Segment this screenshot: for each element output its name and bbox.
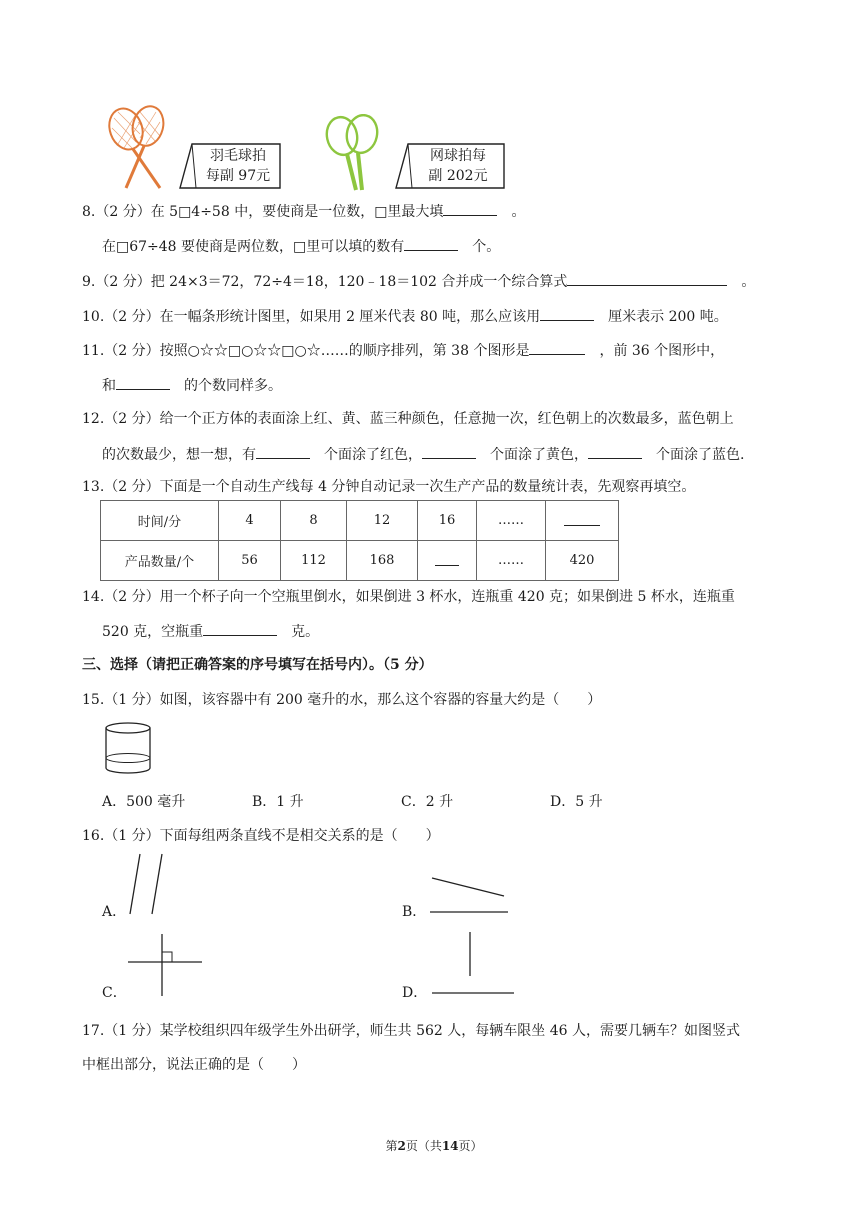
q15-text: 15.（1 分）如图，该容器中有 200 毫升的水，那么这个容器的容量大约是（ ）	[82, 692, 602, 708]
section-3-heading: 三、选择（请把正确答案的序号填写在括号内）。（5 分）	[82, 657, 433, 673]
tennis-tag-line2: 副 202元	[428, 168, 488, 184]
tennis-price-tag	[394, 140, 506, 192]
q9-end: 。	[741, 274, 756, 290]
q14-answer-blank[interactable]	[203, 621, 277, 636]
table-cell-answer[interactable]	[418, 541, 477, 581]
table-cell-answer[interactable]	[546, 501, 619, 541]
q13-table	[100, 500, 619, 581]
q12-line1: 12.（2 分）给一个正方体的表面涂上红、黄、蓝三种颜色，任意抛一次，红色朝上的次数最多，蓝色朝上	[82, 411, 734, 427]
q16-option-c[interactable]: C．	[102, 985, 127, 1001]
q15-option-d[interactable]: D．5 升	[550, 794, 603, 810]
q16-figure-c	[126, 932, 206, 998]
table-cell: 4	[219, 501, 281, 541]
q10-end: 厘米表示 200 吨。	[608, 309, 728, 325]
q9-answer-blank[interactable]	[567, 271, 727, 286]
q17-line1: 17.（1 分）某学校组织四年级学生外出研学，师生共 562 人，每辆车限坐 46 人，需要几辆车？如图竖式	[82, 1023, 740, 1039]
table-cell: 112	[281, 541, 347, 581]
q10-line	[82, 306, 728, 327]
q12-answer-blank-blue[interactable]	[588, 444, 642, 459]
table-cell: ……	[477, 501, 546, 541]
table-cell: 56	[219, 541, 281, 581]
q16-option-d[interactable]: D．	[402, 985, 428, 1001]
table-cell: 12	[347, 501, 418, 541]
q11-answer-blank-2[interactable]	[116, 375, 170, 390]
q12-answer-blank-red[interactable]	[256, 444, 310, 459]
q12-answer-blank-yellow[interactable]	[422, 444, 476, 459]
q15-option-c[interactable]: C．2 升	[401, 794, 454, 810]
q8-line1	[82, 201, 525, 222]
q12-text-b: 个面涂了红色，	[324, 447, 422, 463]
q16-figure-b	[424, 872, 514, 916]
q15-option-b[interactable]: B．1 升	[252, 794, 304, 810]
table-cell: 168	[347, 541, 418, 581]
q11-line2	[102, 375, 282, 396]
table-row	[101, 541, 619, 581]
q11-answer-blank-1[interactable]	[529, 340, 585, 355]
q12-text-a: 的次数最少，想一想，有	[102, 447, 256, 463]
badminton-price-tag	[178, 140, 282, 192]
q14-line2	[102, 621, 319, 642]
table-cell: 420	[546, 541, 619, 581]
q11-end: 的个数同样多。	[184, 378, 282, 394]
q12-text-c: 个面涂了黄色，	[490, 447, 588, 463]
q16-option-b[interactable]: B．	[402, 904, 427, 920]
table-cell: ……	[477, 541, 546, 581]
footer-mid: 页（共	[405, 1139, 442, 1153]
q8-line2	[102, 236, 500, 257]
q15-option-a[interactable]: A．500 毫升	[102, 794, 186, 810]
table-cell: 16	[418, 501, 477, 541]
q11-mid: ，前 36 个图形中，	[599, 343, 725, 359]
cylinder-container-image	[102, 720, 154, 778]
q13-text: 13.（2 分）下面是一个自动生产线每 4 分钟自动记录一次生产产品的数量统计表，先观察再填空。	[82, 479, 696, 495]
q16-figure-d	[428, 930, 518, 998]
q9-line	[82, 271, 755, 292]
q10-text: 10.（2 分）在一幅条形统计图里，如果用 2 厘米代表 80 吨，那么应该用	[82, 309, 541, 325]
q12-text-d: 个面涂了蓝色.	[656, 447, 745, 463]
page-footer	[0, 1137, 868, 1154]
footer-total-pages: 14	[441, 1139, 459, 1153]
badminton-tag-line1: 羽毛球拍	[210, 148, 266, 164]
q13-answer-blank-quantity[interactable]	[435, 551, 459, 566]
q10-answer-blank[interactable]	[540, 306, 594, 321]
table-row	[101, 501, 619, 541]
q8-line2-text: 在□67÷48 要使商是两位数，□里可以填的数有	[102, 239, 405, 255]
table-cell: 产品数量/个	[101, 541, 219, 581]
q9-text: 9.（2 分）把 24×3＝72，72÷4＝18，120﹣18＝102 合并成一个综合算式	[82, 274, 568, 290]
q11-text: 11.（2 分）按照○☆☆□○☆☆□○☆……的顺序排列，第 38 个图形是	[82, 343, 530, 359]
q8-line1-end: 。	[511, 204, 526, 220]
q11-and: 和	[102, 378, 116, 394]
badminton-tag-line2: 每副 97元	[205, 168, 271, 184]
badminton-racket-image	[100, 104, 178, 192]
q8-line2-end: 个。	[472, 239, 501, 255]
q8-answer-blank-1[interactable]	[443, 201, 497, 216]
q14-text: 520 克，空瓶重	[102, 624, 204, 640]
footer-page-number: 2	[397, 1139, 406, 1153]
q11-line1	[82, 340, 724, 361]
q8-line1-text: 8.（2 分）在 5□4÷58 中，要使商是一位数，□里最大填	[82, 204, 444, 220]
q16-option-a[interactable]: A．	[102, 904, 127, 920]
table-cell: 8	[281, 501, 347, 541]
tennis-tag-line1: 网球拍每	[430, 148, 486, 164]
q14-line1: 14.（2 分）用一个杯子向一个空瓶里倒水，如果倒进 3 杯水，连瓶重 420 克；如果倒进 5 杯水，连瓶重	[82, 589, 735, 605]
table-cell: 时间/分	[101, 501, 219, 541]
q8-answer-blank-2[interactable]	[404, 236, 458, 251]
q14-end: 克。	[291, 624, 320, 640]
q13-answer-blank-time[interactable]	[564, 511, 600, 526]
footer-pre: 第	[385, 1139, 398, 1153]
q16-figure-a	[118, 852, 168, 918]
footer-post: 页）	[458, 1139, 483, 1153]
q12-line2	[102, 444, 744, 465]
q16-text: 16.（1 分）下面每组两条直线不是相交关系的是（ ）	[82, 828, 440, 844]
tennis-racket-image	[322, 114, 384, 192]
q17-line2: 中框出部分，说法正确的是（ ）	[82, 1057, 306, 1073]
